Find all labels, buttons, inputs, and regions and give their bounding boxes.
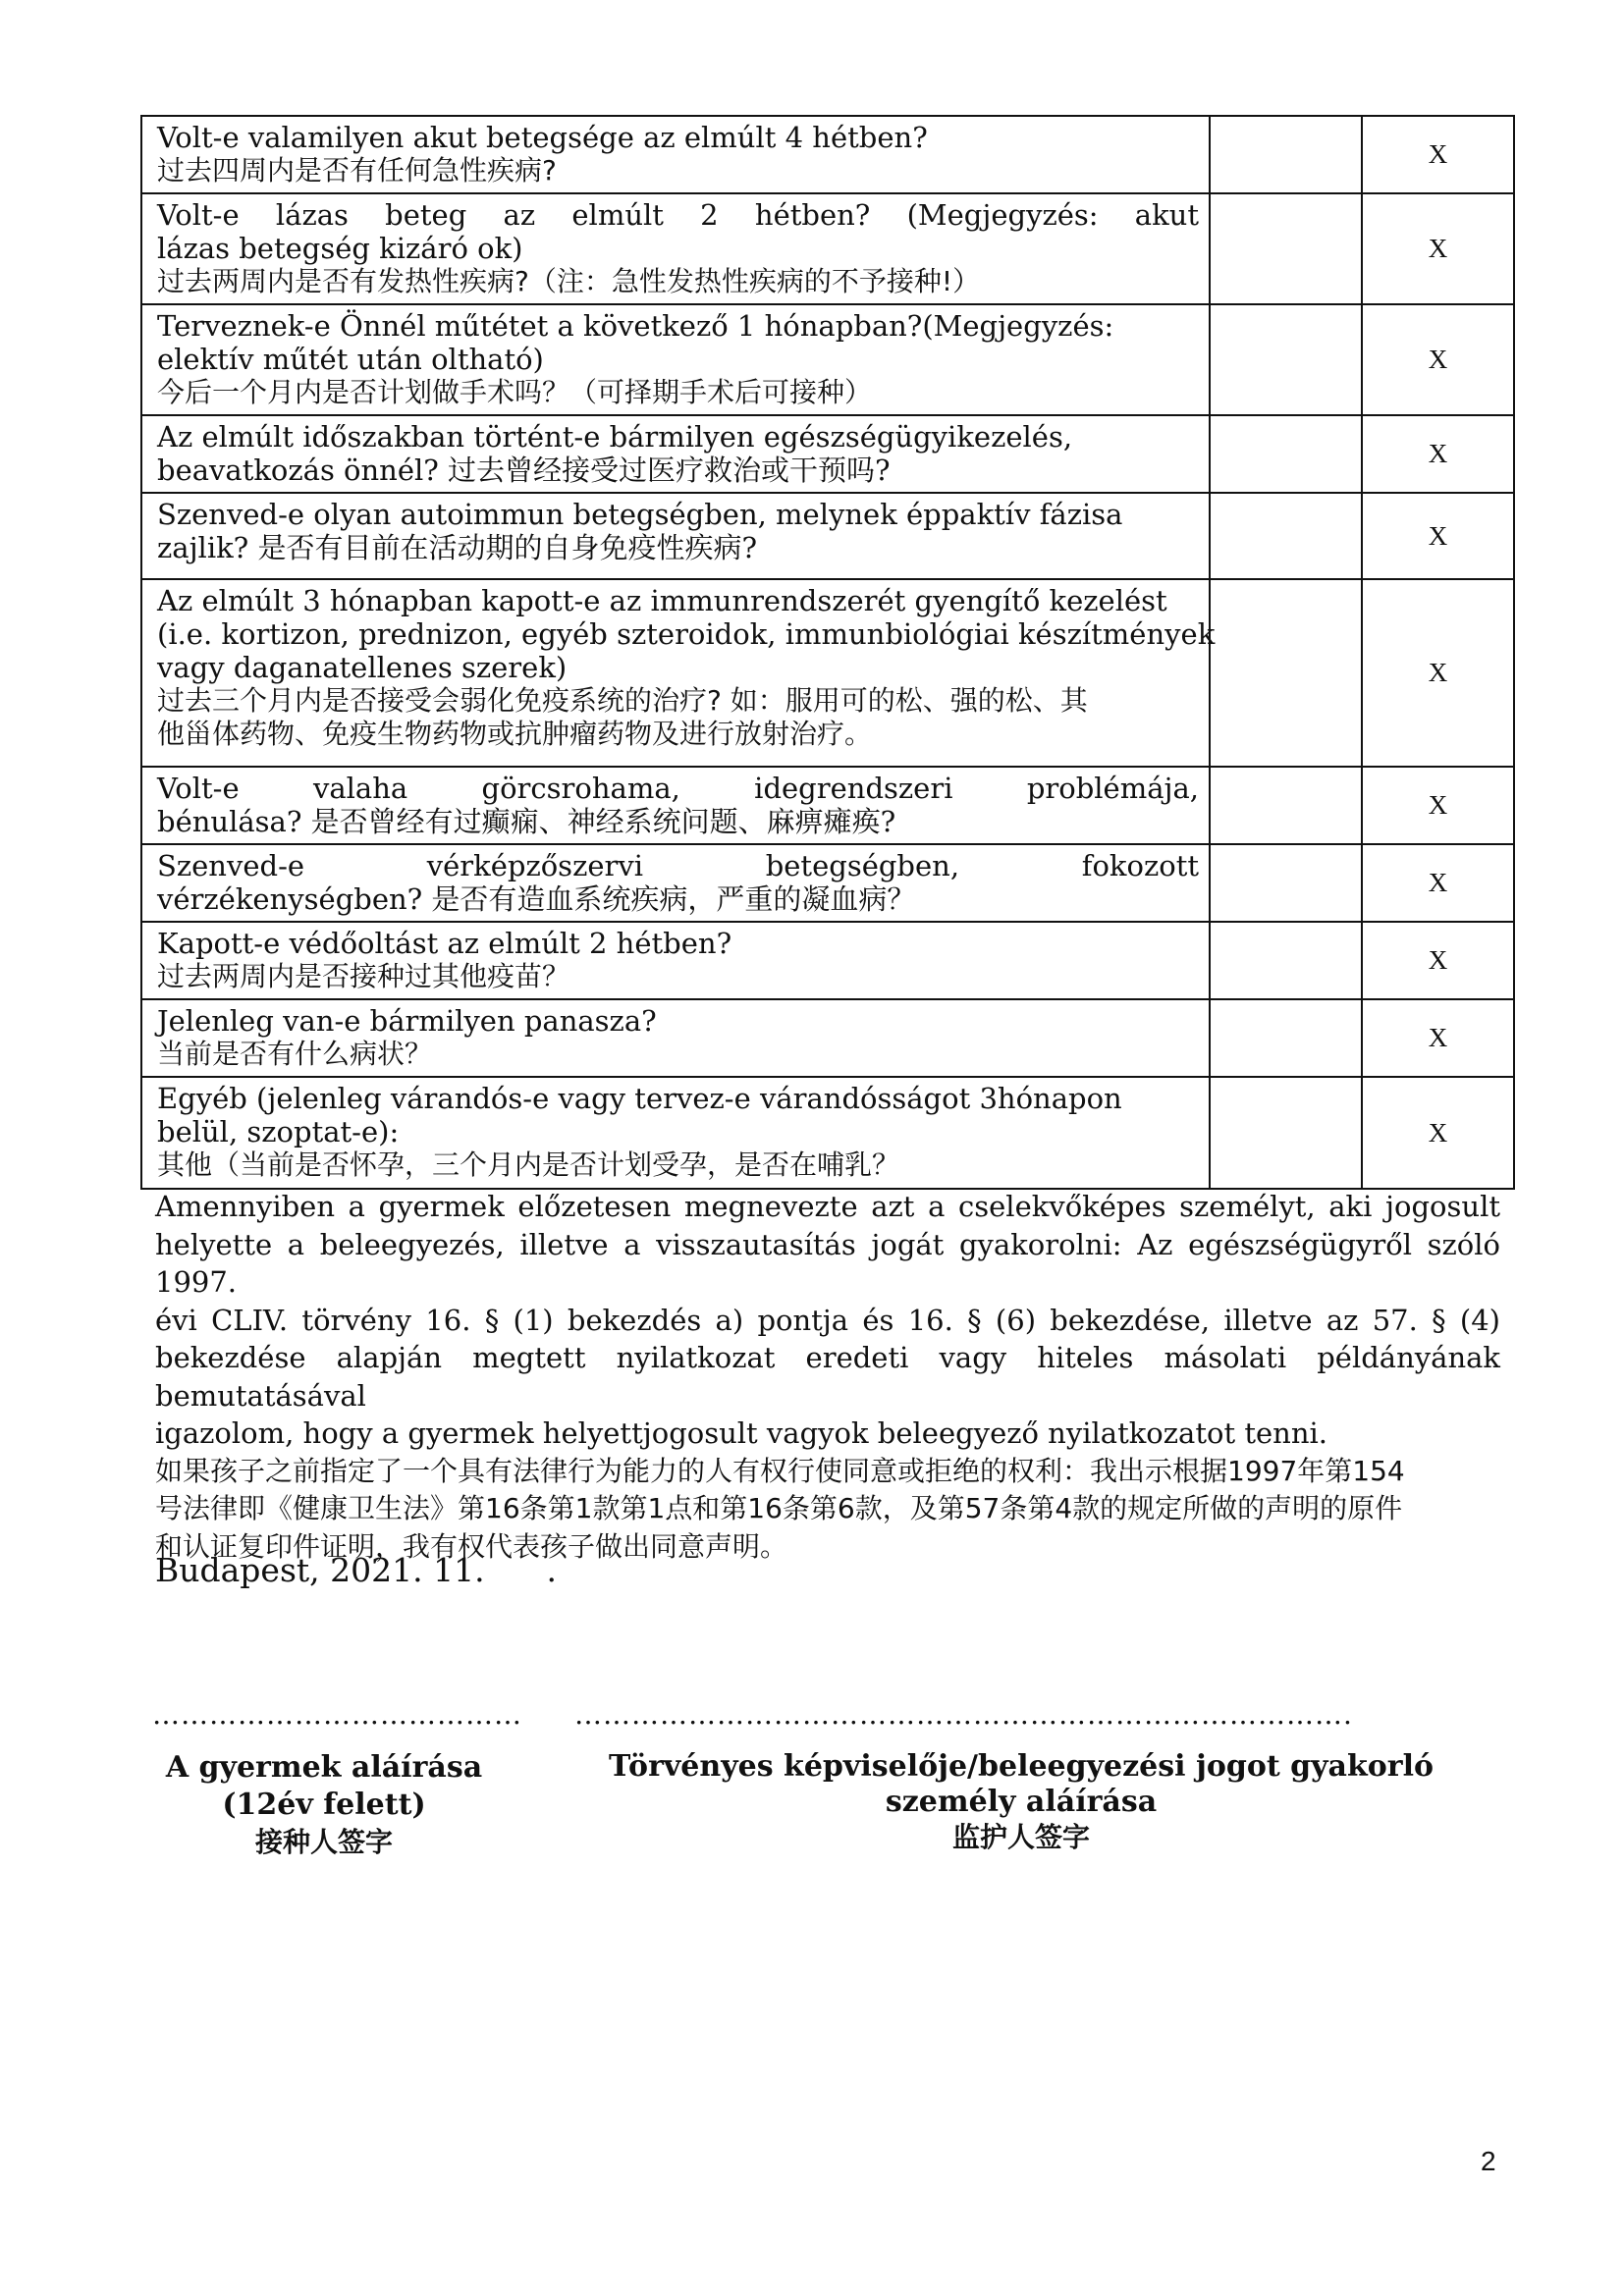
question-text xyxy=(141,1077,1210,1189)
question-line: 今后一个月内是否计划做手术吗？（可择期手术后可接种） xyxy=(157,376,873,408)
question-text xyxy=(141,493,1210,579)
statement-line: 号法律即《健康卫生法》第16条第1款第1点和第16条第6款，及第57条第4款的规定所做的声明的原件 xyxy=(155,1492,1403,1524)
answer-no-mark[interactable]: X xyxy=(1362,922,1514,999)
question-line: elektív műtét után oltható) xyxy=(157,343,544,376)
answer-no-mark[interactable]: X xyxy=(1362,579,1514,767)
statement-line: 和认证复印件证明，我有权代表孩子做出同意声明。 xyxy=(155,1529,788,1563)
question-line: Az elmúlt időszakban történt-e bármilyen egészségügyikezelés, xyxy=(157,420,1073,454)
statement-hungarian xyxy=(155,1188,1500,1453)
answer-no-mark[interactable]: X xyxy=(1362,767,1514,844)
answer-no-mark[interactable]: X xyxy=(1362,999,1514,1077)
guardian-signature-cn: 监护人签字 xyxy=(951,1821,1090,1853)
question-line: Az elmúlt 3 hónapban kapott-e az immunrendszerét gyengítő kezelést xyxy=(157,584,1167,617)
question-row xyxy=(141,493,1514,579)
question-line: beavatkozás önnél? 过去曾经接受过医疗救治或干预吗? xyxy=(157,454,891,487)
question-row xyxy=(141,304,1514,415)
question-row xyxy=(141,1077,1514,1189)
answer-yes-cell[interactable] xyxy=(1210,579,1362,767)
answer-no-mark[interactable]: X xyxy=(1362,116,1514,193)
answer-yes-cell[interactable] xyxy=(1210,304,1362,415)
child-signature-title: A gyermek aláírása xyxy=(165,1750,483,1785)
guardian-signature-line[interactable]: ………………………………………………………………………. xyxy=(574,1698,1353,1731)
answer-yes-cell[interactable] xyxy=(1210,193,1362,304)
page-number: 2 xyxy=(1481,2146,1496,2176)
guardian-signature-subtitle: személy aláírása xyxy=(885,1785,1158,1819)
question-line: Szenved-e olyan autoimmun betegségben, melynek éppaktív fázisa xyxy=(157,498,1123,531)
answer-yes-cell[interactable] xyxy=(1210,922,1362,999)
answer-no-mark[interactable]: X xyxy=(1362,493,1514,579)
statement-line: évi CLIV. törvény 16. § (1) bekezdés a) pontja és 16. § (6) bekezdése, illetve az 57. § (4) xyxy=(155,1303,1500,1337)
question-line: 当前是否有什么病状？ xyxy=(157,1038,433,1070)
question-text xyxy=(141,415,1210,493)
question-line: Szenved-e vérképzőszervi betegségben, fokozott xyxy=(157,849,1199,882)
question-line: Jelenleg van-e bármilyen panasza? xyxy=(157,1004,657,1038)
question-row xyxy=(141,767,1514,844)
question-line: Egyéb (jelenleg várandós-e vagy tervez-e várandósságot 3hónapon xyxy=(157,1082,1122,1115)
question-line: Volt-e valamilyen akut betegsége az elmúlt 4 hétben? xyxy=(157,121,928,154)
question-text xyxy=(141,999,1210,1077)
answer-yes-cell[interactable] xyxy=(1210,493,1362,579)
answer-yes-cell[interactable] xyxy=(1210,116,1362,193)
answer-yes-cell[interactable] xyxy=(1210,999,1362,1077)
statement-line: helyette a beleegyezés, illetve a visszautasítás jogát gyakorolni: Az egészségügyről szóló 1997. xyxy=(155,1227,1500,1299)
question-line: Terveznek-e Önnél műtétet a következő 1 hónapban?(Megjegyzés: xyxy=(157,309,1114,343)
guardian-signature-label xyxy=(589,1749,1453,1855)
question-row xyxy=(141,193,1514,304)
answer-yes-cell[interactable] xyxy=(1210,415,1362,493)
consent-statement xyxy=(155,1188,1500,1566)
question-line: 他甾体药物、免疫生物药物或抗肿瘤药物及进行放射治疗。 xyxy=(157,718,873,750)
question-line: 其他（当前是否怀孕，三个月内是否计划受孕，是否在哺乳？ xyxy=(157,1148,900,1181)
place-and-date: Budapest, 2021. 11. . xyxy=(155,1551,558,1589)
statement-line: bekezdése alapján megtett nyilatkozat eredeti vagy hiteles másolati példányának bemutatásával xyxy=(155,1341,1500,1413)
question-text xyxy=(141,844,1210,922)
child-signature-label xyxy=(147,1749,501,1861)
answer-no-mark[interactable]: X xyxy=(1362,304,1514,415)
question-text xyxy=(141,116,1210,193)
question-line: zajlik? 是否有目前在活动期的自身免疫性疾病? xyxy=(157,531,757,564)
question-line: Volt-e valaha görcsrohama, idegrendszeri problémája, xyxy=(157,772,1199,805)
statement-line: igazolom, hogy a gyermek helyettjogosult vagyok beleegyező nyilatkozatot tenni. xyxy=(155,1416,1327,1450)
question-text xyxy=(141,922,1210,999)
answer-no-mark[interactable]: X xyxy=(1362,1077,1514,1189)
question-line: Volt-e lázas beteg az elmúlt 2 hétben? (Megjegyzés: akut xyxy=(157,198,1199,232)
question-text xyxy=(141,579,1216,767)
answer-no-mark[interactable]: X xyxy=(1362,193,1514,304)
answer-yes-cell[interactable] xyxy=(1210,767,1362,844)
question-text xyxy=(141,193,1210,304)
question-line: 过去三个月内是否接受会弱化免疫系统的治疗? 如：服用可的松、强的松、其 xyxy=(157,684,1088,717)
statement-line: 如果孩子之前指定了一个具有法律行为能力的人有权行使同意或拒绝的权利：我出示根据1997年第154 xyxy=(155,1454,1405,1487)
question-row xyxy=(141,116,1514,193)
guardian-signature-title: Törvényes képviselője/beleegyezési jogot gyakorló xyxy=(609,1749,1434,1784)
question-row xyxy=(141,415,1514,493)
question-text xyxy=(141,304,1210,415)
child-signature-cn: 接种人签字 xyxy=(254,1826,393,1858)
health-questionnaire-table xyxy=(140,115,1515,1190)
child-signature-subtitle: (12év felett) xyxy=(222,1788,426,1822)
question-row xyxy=(141,999,1514,1077)
child-signature-line[interactable]: ………………………………… xyxy=(152,1698,522,1731)
question-row xyxy=(141,579,1514,767)
question-text xyxy=(141,767,1210,844)
statement-line: Amennyiben a gyermek előzetesen megnevezte azt a cselekvőképes személyt, aki jogosult xyxy=(155,1190,1500,1223)
answer-yes-cell[interactable] xyxy=(1210,844,1362,922)
question-line: 过去两周内是否有发热性疾病?（注：急性发热性疾病的不予接种!） xyxy=(157,265,981,297)
question-line: bénulása? 是否曾经有过癫痫、神经系统问题、麻痹瘫痪? xyxy=(157,805,896,838)
question-row xyxy=(141,844,1514,922)
answer-no-mark[interactable]: X xyxy=(1362,415,1514,493)
question-line: (i.e. kortizon, prednizon, egyéb szteroidok, immunbiológiai készítmények xyxy=(157,617,1216,651)
question-row xyxy=(141,922,1514,999)
question-line: 过去两周内是否接种过其他疫苗？ xyxy=(157,960,570,992)
question-line: vagy daganatellenes szerek) xyxy=(157,651,568,684)
answer-yes-cell[interactable] xyxy=(1210,1077,1362,1189)
question-line: belül, szoptat-e): xyxy=(157,1115,400,1148)
statement-chinese xyxy=(155,1453,1500,1567)
question-line: 过去四周内是否有任何急性疾病? xyxy=(157,154,557,187)
answer-no-mark[interactable]: X xyxy=(1362,844,1514,922)
question-line: lázas betegség kizáró ok) xyxy=(157,232,523,265)
question-line: vérzékenységben? 是否有造血系统疾病，严重的凝血病？ xyxy=(157,882,916,916)
question-line: Kapott-e védőoltást az elmúlt 2 hétben? xyxy=(157,927,732,960)
